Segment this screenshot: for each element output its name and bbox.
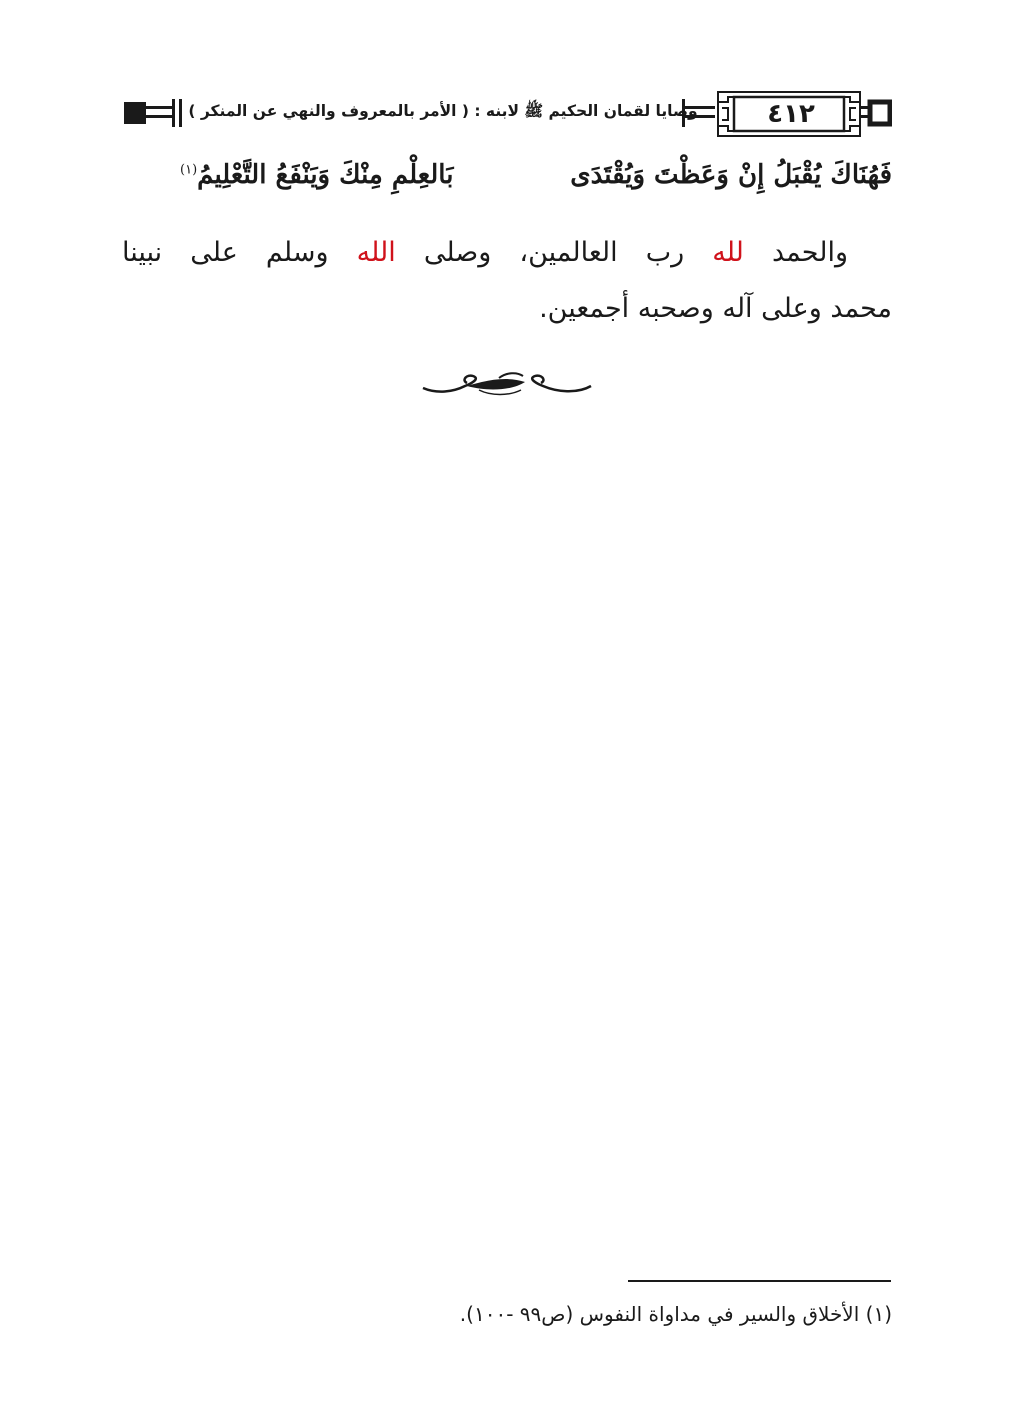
footnote-separator [628,1280,891,1282]
poem-left-hemistich [180,160,453,190]
footnote-marker: (١) [180,162,198,178]
section-end-ornament [417,366,597,402]
paragraph-line-2: محمد وعلى آله وصحبه أجمعين. [539,293,892,324]
running-title: وصايا لقمان الحكيم ﷺ لابنه : ( الأمر بالمعروف والنهي عن المنكر ) [188,102,698,120]
text-run: والحمد [743,237,848,268]
page-header [122,88,892,140]
divine-name: لله [712,237,744,268]
page-number: ٤١٢ [767,99,815,129]
paragraph-line-1 [122,225,892,281]
footnote: (١) الأخلاق والسير في مداواة النفوس (ص٩٩ -١٠٠). [459,1302,892,1326]
poem-left-hemistich-text: بَالعِلْمِ مِنْكَ وَيَنْفَعُ التَّعْلِيمُ [197,160,454,190]
closing-paragraph [122,225,892,337]
poem-verse [122,150,892,208]
poem-right-hemistich-text: فَهُنَاكَ يُقْبَلُ إِنْ وَعَظْتَ وَيُقْتَدَى [570,160,892,190]
text-run: وسلم على نبينا [122,237,357,268]
poem-right-hemistich [570,160,892,190]
divine-name: الله [356,237,396,268]
text-run: رب العالمين، وصلى [395,237,713,268]
